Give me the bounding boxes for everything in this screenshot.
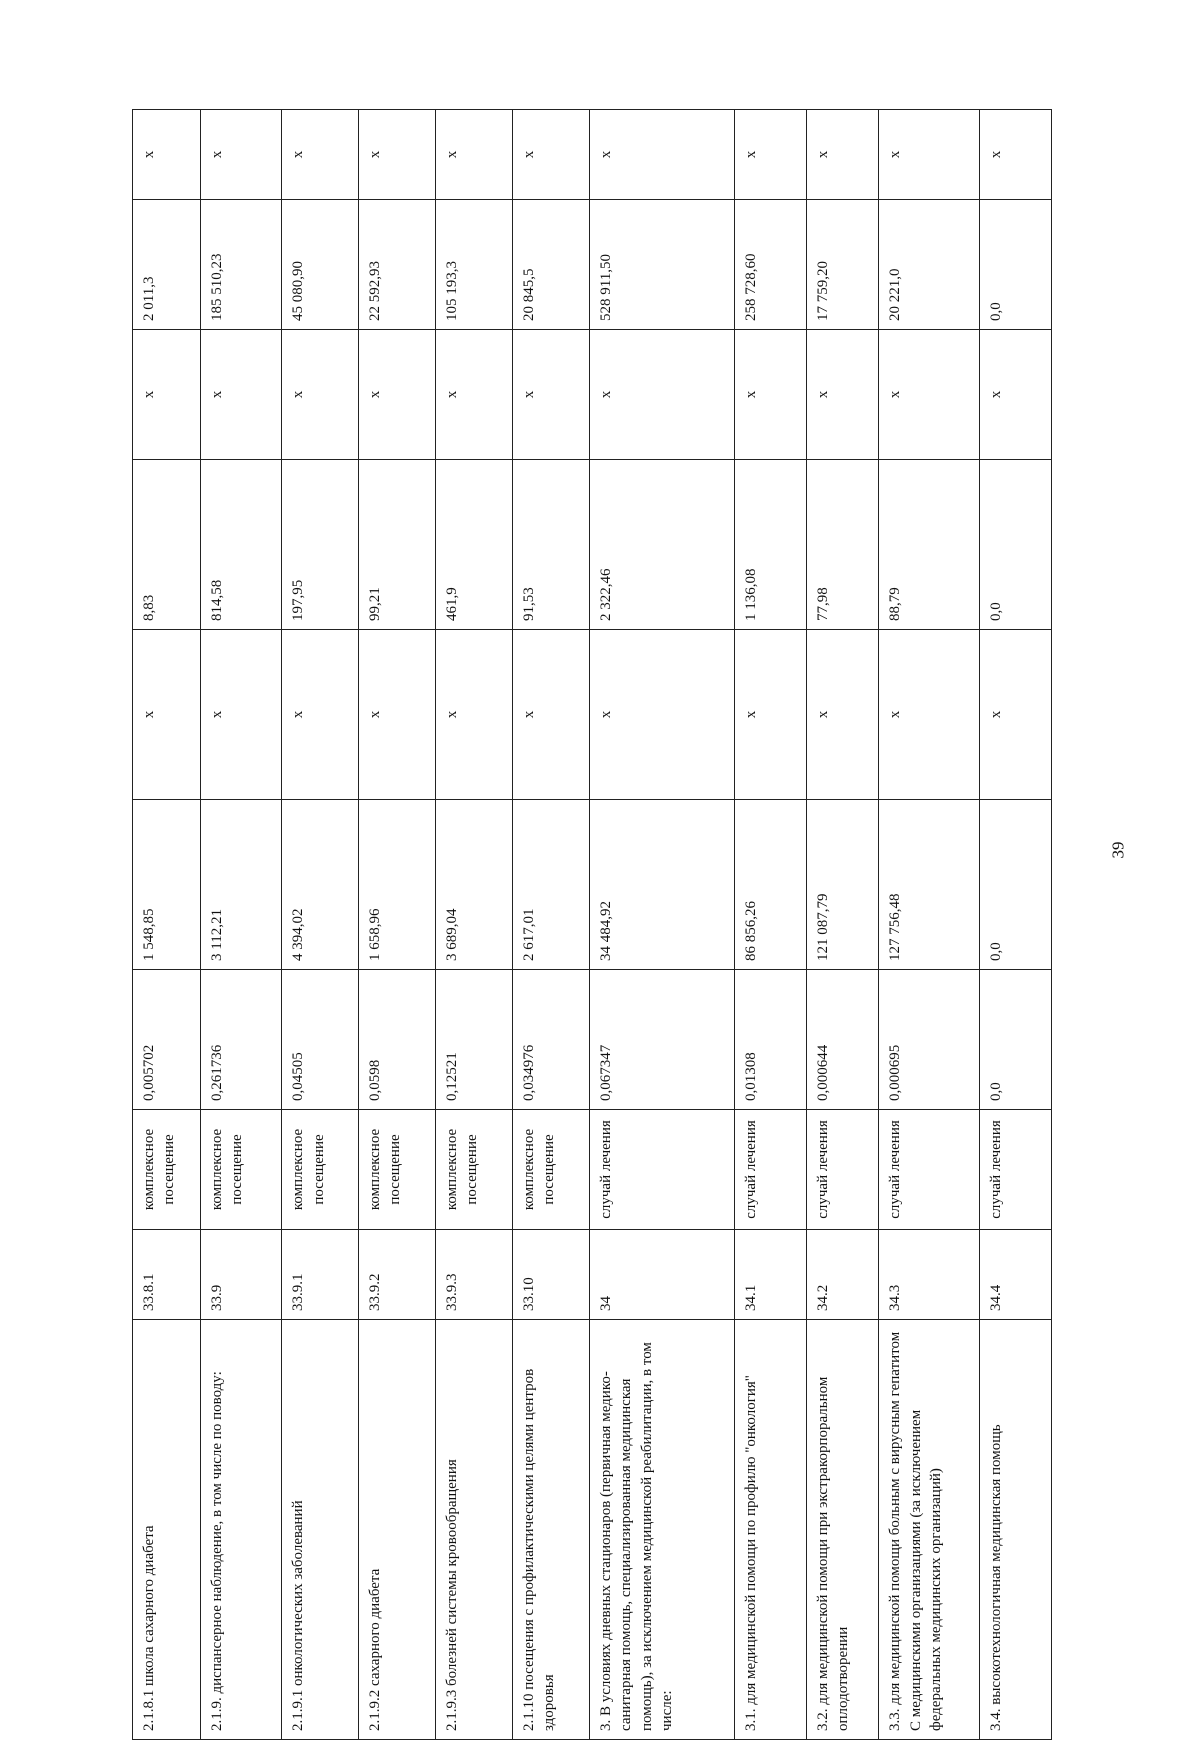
page-number: 39 bbox=[1108, 841, 1128, 859]
row-value-cell: 0,01308 bbox=[734, 970, 806, 1110]
row-code-cell: 33.9.1 bbox=[282, 1230, 359, 1320]
row-x-cell: х bbox=[282, 110, 359, 200]
row-x-cell: х bbox=[513, 630, 590, 800]
row-value-cell: 258 728,60 bbox=[734, 200, 806, 330]
row-value-cell: 197,95 bbox=[282, 460, 359, 630]
row-value-cell: 0,0 bbox=[979, 200, 1051, 330]
table-body bbox=[133, 110, 1052, 1740]
row-name-cell: 2.1.8.1 школа сахарного диабета bbox=[133, 1320, 201, 1740]
row-name-cell: 2.1.10 посещения с профилактическими целями центров здоровья bbox=[513, 1320, 590, 1740]
finance-table bbox=[132, 109, 1052, 1740]
row-value-cell: 0,0 bbox=[979, 460, 1051, 630]
row-value-cell: 86 856,26 bbox=[734, 800, 806, 970]
row-unit-cell: комплексное посещение bbox=[513, 1110, 590, 1230]
table-row bbox=[807, 110, 879, 1740]
row-value-cell: 0,005702 bbox=[133, 970, 201, 1110]
row-x-cell: х bbox=[513, 110, 590, 200]
row-code-cell: 34.2 bbox=[807, 1230, 879, 1320]
row-x-cell: х bbox=[979, 110, 1051, 200]
row-x-cell: х bbox=[133, 630, 201, 800]
row-value-cell: 8,83 bbox=[133, 460, 201, 630]
row-x-cell: х bbox=[200, 630, 282, 800]
row-name-cell: 2.1.9.2 сахарного диабета bbox=[359, 1320, 436, 1740]
rotated-table-wrapper bbox=[132, 110, 1052, 1740]
row-x-cell: х bbox=[436, 630, 513, 800]
table-row bbox=[590, 110, 735, 1740]
row-value-cell: 105 193,3 bbox=[436, 200, 513, 330]
row-name-cell: 3.2. для медицинской помощи при экстракорпоральном оплодотворении bbox=[807, 1320, 879, 1740]
row-value-cell: 0,04505 bbox=[282, 970, 359, 1110]
row-value-cell: 461,9 bbox=[436, 460, 513, 630]
row-name-cell: 2.1.9.1 онкологических заболеваний bbox=[282, 1320, 359, 1740]
row-value-cell: 34 484,92 bbox=[590, 800, 735, 970]
row-x-cell: х bbox=[590, 330, 735, 460]
row-value-cell: 0,12521 bbox=[436, 970, 513, 1110]
row-x-cell: х bbox=[807, 110, 879, 200]
row-value-cell: 4 394,02 bbox=[282, 800, 359, 970]
row-name-cell: 3.3. для медицинской помощи больным с вирусным гепатитом С медицинскими организациями (за исключением федеральных медицинских организаций) bbox=[879, 1320, 979, 1740]
row-unit-cell: комплексное посещение bbox=[133, 1110, 201, 1230]
row-code-cell: 33.9 bbox=[200, 1230, 282, 1320]
row-value-cell: 528 911,50 bbox=[590, 200, 735, 330]
row-value-cell: 20 845,5 bbox=[513, 200, 590, 330]
table-row bbox=[979, 110, 1051, 1740]
table-row bbox=[200, 110, 282, 1740]
row-value-cell: 0,0 bbox=[979, 800, 1051, 970]
row-unit-cell: комплексное посещение bbox=[282, 1110, 359, 1230]
row-x-cell: х bbox=[979, 330, 1051, 460]
row-x-cell: х bbox=[282, 330, 359, 460]
row-value-cell: 91,53 bbox=[513, 460, 590, 630]
row-value-cell: 0,0 bbox=[979, 970, 1051, 1110]
row-code-cell: 33.8.1 bbox=[133, 1230, 201, 1320]
row-value-cell: 3 112,21 bbox=[200, 800, 282, 970]
row-x-cell: х bbox=[807, 330, 879, 460]
row-value-cell: 0,067347 bbox=[590, 970, 735, 1110]
row-value-cell: 1 548,85 bbox=[133, 800, 201, 970]
row-value-cell: 99,21 bbox=[359, 460, 436, 630]
row-x-cell: х bbox=[590, 110, 735, 200]
row-x-cell: х bbox=[979, 630, 1051, 800]
row-x-cell: х bbox=[133, 330, 201, 460]
row-code-cell: 34.1 bbox=[734, 1230, 806, 1320]
row-value-cell: 22 592,93 bbox=[359, 200, 436, 330]
row-x-cell: х bbox=[879, 110, 979, 200]
row-value-cell: 2 617,01 bbox=[513, 800, 590, 970]
row-value-cell: 121 087,79 bbox=[807, 800, 879, 970]
row-code-cell: 34 bbox=[590, 1230, 735, 1320]
row-value-cell: 20 221,0 bbox=[879, 200, 979, 330]
row-x-cell: х bbox=[734, 330, 806, 460]
row-unit-cell: комплексное посещение bbox=[359, 1110, 436, 1230]
row-x-cell: х bbox=[436, 330, 513, 460]
row-code-cell: 33.9.2 bbox=[359, 1230, 436, 1320]
table-row bbox=[734, 110, 806, 1740]
row-value-cell: 3 689,04 bbox=[436, 800, 513, 970]
table-row bbox=[133, 110, 201, 1740]
row-x-cell: х bbox=[879, 330, 979, 460]
row-value-cell: 1 658,96 bbox=[359, 800, 436, 970]
row-x-cell: х bbox=[879, 630, 979, 800]
row-unit-cell: случай лечения bbox=[979, 1110, 1051, 1230]
row-value-cell: 17 759,20 bbox=[807, 200, 879, 330]
row-code-cell: 33.9.3 bbox=[436, 1230, 513, 1320]
row-x-cell: х bbox=[359, 110, 436, 200]
row-x-cell: х bbox=[734, 630, 806, 800]
row-name-cell: 2.1.9.3 болезней системы кровообращения bbox=[436, 1320, 513, 1740]
row-value-cell: 0,034976 bbox=[513, 970, 590, 1110]
row-x-cell: х bbox=[200, 110, 282, 200]
row-value-cell: 0,261736 bbox=[200, 970, 282, 1110]
row-unit-cell: случай лечения bbox=[590, 1110, 735, 1230]
row-code-cell: 34.3 bbox=[879, 1230, 979, 1320]
row-value-cell: 0,000695 bbox=[879, 970, 979, 1110]
row-value-cell: 127 756,48 bbox=[879, 800, 979, 970]
row-value-cell: 2 011,3 bbox=[133, 200, 201, 330]
row-name-cell: 3.4. высокотехнологичная медицинская помощь bbox=[979, 1320, 1051, 1740]
row-x-cell: х bbox=[436, 110, 513, 200]
row-value-cell: 45 080,90 bbox=[282, 200, 359, 330]
table-row bbox=[513, 110, 590, 1740]
row-unit-cell: комплексное посещение bbox=[200, 1110, 282, 1230]
row-x-cell: х bbox=[133, 110, 201, 200]
row-value-cell: 77,98 bbox=[807, 460, 879, 630]
row-value-cell: 2 322,46 bbox=[590, 460, 735, 630]
row-value-cell: 814,58 bbox=[200, 460, 282, 630]
table-row bbox=[359, 110, 436, 1740]
row-name-cell: 2.1.9. диспансерное наблюдение, в том числе по поводу: bbox=[200, 1320, 282, 1740]
row-x-cell: х bbox=[734, 110, 806, 200]
row-x-cell: х bbox=[200, 330, 282, 460]
row-x-cell: х bbox=[513, 330, 590, 460]
row-x-cell: х bbox=[807, 630, 879, 800]
row-code-cell: 33.10 bbox=[513, 1230, 590, 1320]
row-unit-cell: случай лечения bbox=[734, 1110, 806, 1230]
row-x-cell: х bbox=[359, 330, 436, 460]
row-name-cell: 3. В условиях дневных стационаров (первичная медико-санитарная помощь, специализированная медицинская помощь), за исключением медицинской реабилитации, в том числе: bbox=[590, 1320, 735, 1740]
table-row bbox=[879, 110, 979, 1740]
row-x-cell: х bbox=[359, 630, 436, 800]
row-unit-cell: комплексное посещение bbox=[436, 1110, 513, 1230]
row-code-cell: 34.4 bbox=[979, 1230, 1051, 1320]
table-row bbox=[436, 110, 513, 1740]
row-value-cell: 0,0598 bbox=[359, 970, 436, 1110]
row-value-cell: 0,000644 bbox=[807, 970, 879, 1110]
row-x-cell: х bbox=[590, 630, 735, 800]
row-unit-cell: случай лечения bbox=[807, 1110, 879, 1230]
row-value-cell: 88,79 bbox=[879, 460, 979, 630]
row-value-cell: 185 510,23 bbox=[200, 200, 282, 330]
row-value-cell: 1 136,08 bbox=[734, 460, 806, 630]
row-x-cell: х bbox=[282, 630, 359, 800]
row-unit-cell: случай лечения bbox=[879, 1110, 979, 1230]
table-row bbox=[282, 110, 359, 1740]
row-name-cell: 3.1. для медицинской помощи по профилю "онкология" bbox=[734, 1320, 806, 1740]
